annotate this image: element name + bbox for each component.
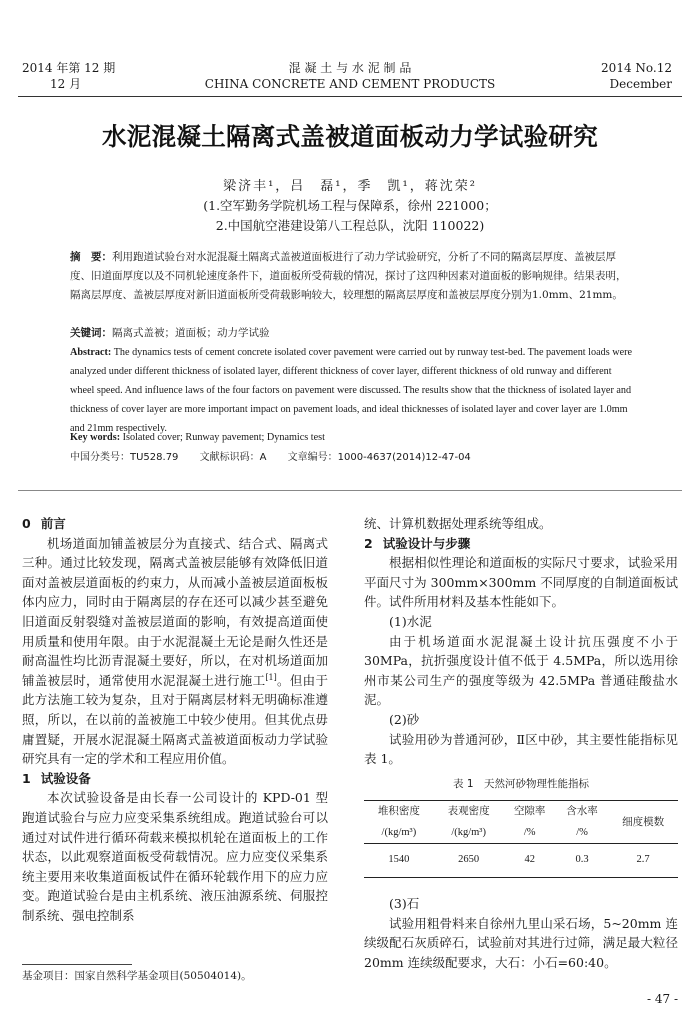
- paragraph-stone: 试验用粗骨料来自徐州九里山采石场，5~20mm 连续级配石灰质碎石，试验前对其进行过筛，满足最大粒径 20mm 连续级配要求，大石：小石=60:40。: [364, 915, 678, 970]
- paragraph-equipment-cont: 统、计算机数据处理系统等组成。: [364, 516, 552, 531]
- section-heading-0: [22, 514, 328, 534]
- body-column-right: [364, 514, 678, 972]
- section-number: 2: [364, 535, 373, 551]
- issue-info-en: [560, 60, 672, 92]
- document-code: 文献标识码：A: [199, 452, 267, 463]
- table-cell: 2.7: [608, 844, 678, 878]
- section-number: 1: [22, 770, 31, 786]
- keywords-cn: [70, 324, 632, 343]
- section-title: 试验设备: [40, 770, 91, 786]
- journal-name-en: CHINA CONCRETE AND CEMENT PRODUCTS: [204, 77, 496, 91]
- issue-month-en: December: [609, 77, 672, 91]
- table-cell: 2650: [434, 844, 504, 878]
- classification-line: [70, 448, 632, 463]
- paragraph-text: 。但由于此方法施工较为复杂，且对于隔离层材料无明确标准遵照，所以，在以前的盖被施工中较少使用。但其优点毋庸置疑，开展水泥混凝土隔离式盖被道面板动力学试验研究具有一定的学术和工程应用价值。: [22, 672, 328, 767]
- table-row: [364, 844, 678, 878]
- section-heading-2: [364, 534, 678, 554]
- paragraph-equipment: 本次试验设备是由长春一公司设计的 KPD-01 型跑道试验台与应力应变采集系统组成。跑道试验台可以通过对试件进行循环荷载来模拟机轮在道面板上的工作状态，以此观察道面板受荷载情况。应力应变仪采集系统主要用来收集道面板试件在循环轮载作用下的应力应变。跑道试验台是由主机系统、液压油源系统、伺服控制系统、强电控制系: [22, 790, 328, 923]
- paragraph-text: 机场道面加铺盖被层分为直接式、结合式、隔离式三种。通过比较发现，隔离式盖被层能够有效降低旧道面对盖被层道面板的约束力，从而减小盖被层道面板板体内应力，同时由于隔离层的存在还可以减少甚至避免旧道面反射裂缝对盖被层道面的影响，有效提高道面使用质量和使用年限。由于水泥混凝土无论是耐久性还是耐高温性均比沥青混凝土要好，所以，在对机场道面加铺盖被层时，通常使用水泥混凝土进行施工: [22, 535, 328, 688]
- affiliation-2: 2.中国航空港建设第八工程总队，沈阳 110022): [215, 218, 485, 233]
- issue-number-en: 2014 No.12: [601, 61, 672, 75]
- abstract-separator: [18, 490, 682, 491]
- abstract-cn-label: 摘 要：: [70, 251, 112, 263]
- table-1-caption: 表 1 天然河砂物理性能指标: [452, 777, 590, 790]
- keywords-en: [70, 428, 632, 447]
- abstract-en-text: The dynamics tests of cement concrete isolated cover pavement were carried out by runway test-bed. The pavement loads were analyzed under different thickness of isolated layer, different thickness of cover layer, different thickness of old runway and different wheel speed. And influence laws of the four factors on pavement were discussed. The results show that the thickness of isolated layer and thickness of cover layer are more important impact on pavement loads, and ideal thicknesses of isolated layer and cover layer are 1.0mm and 21mm respectively.: [70, 347, 633, 434]
- issue-info-cn: [22, 60, 115, 92]
- journal-name: [190, 60, 510, 92]
- abstract-en: [70, 343, 632, 438]
- table-header: 表观密度: [434, 801, 504, 823]
- funding-footnote: 基金项目：国家自然科学基金项目(50504014)。: [22, 970, 252, 982]
- keywords-cn-label: 关键词：: [70, 327, 112, 339]
- footnote-rule: [22, 964, 132, 965]
- section-title: 试验设计与步骤: [382, 535, 471, 551]
- body-column-left: [22, 514, 328, 925]
- section-title: 前言: [40, 516, 66, 531]
- table-cell: 42: [504, 844, 556, 878]
- abstract-cn: [70, 248, 632, 305]
- keywords-en-text: Isolated cover; Runway pavement; Dynamics test: [122, 432, 325, 443]
- paragraph-design: 根据相似性理论和道面板的实际尺寸要求，试验采用平面尺寸为 300mm×300mm 不同厚度的自制道面板试件。试件所用材料及基本性能如下。: [364, 555, 678, 610]
- paragraph-intro: [22, 534, 328, 769]
- issue-number-cn: 2014 年第 12 期: [22, 61, 116, 75]
- material-sand-heading: (2)砂: [389, 711, 420, 727]
- table-unit: /%: [556, 822, 608, 844]
- citation-ref: [1]: [265, 672, 277, 682]
- journal-name-cn: 混 凝 土 与 水 泥 制 品: [288, 61, 412, 75]
- article-number: 文章编号：1000-4637(2014)12-47-04: [287, 452, 471, 463]
- affiliation-1: (1.空军勤务学院机场工程与保障系，徐州 221000；: [203, 198, 497, 213]
- clc-number: 中国分类号：TU528.79: [70, 452, 179, 463]
- table-cell: 1540: [364, 844, 434, 878]
- section-number: 0: [22, 516, 31, 531]
- table-1-sand-properties: [364, 800, 678, 878]
- abstract-cn-text: 利用跑道试验台对水泥混凝土隔离式盖被道面板进行了动力学试验研究，分析了不同的隔离层厚度、盖被层厚度、旧道面厚度以及不同机轮速度条件下，道面板所受荷载的情况，探讨了这四种因素对道面板的影响规律。结果表明，隔离层厚度、盖被层厚度对新旧道面板所受荷载影响较大，较理想的隔离层厚度和盖被层厚度分别为1.0mm、21mm。: [70, 251, 627, 301]
- table-header: 空隙率: [504, 801, 556, 823]
- table-header: 堆积密度: [364, 801, 434, 823]
- paragraph-cement: 由于机场道面水泥混凝土设计抗压强度不小于 30MPa，抗折强度设计值不低于 4.5MPa，所以选用徐州市某公司生产的强度等级为 42.5MPa 普通硅酸盐水泥。: [364, 633, 678, 708]
- author-list: 梁济丰¹，吕 磊¹，季 凯¹，蒋沈荣²: [223, 179, 477, 194]
- section-heading-1: [22, 769, 328, 789]
- issue-month-cn: 12 月: [50, 77, 82, 91]
- material-stone-heading: (3)石: [389, 895, 420, 911]
- table-header: 含水率: [556, 801, 608, 823]
- material-cement-heading: (1)水泥: [389, 613, 432, 629]
- paper-title: 水泥混凝土隔离式盖被道面板动力学试验研究: [102, 122, 598, 151]
- keywords-en-label: Key words:: [70, 432, 121, 443]
- keywords-cn-text: 隔离式盖被；道面板；动力学试验: [112, 327, 270, 339]
- table-unit: /(kg/m³): [364, 822, 434, 844]
- table-unit: /%: [504, 822, 556, 844]
- table-cell: 0.3: [556, 844, 608, 878]
- paragraph-sand: 试验用砂为普通河砂，Ⅱ区中砂，其主要性能指标见表 1。: [364, 731, 678, 767]
- header-rule: [18, 96, 682, 97]
- page-number: - 47 -: [646, 992, 678, 1006]
- table-unit: /(kg/m³): [434, 822, 504, 844]
- table-header: 细度模数: [608, 801, 678, 844]
- abstract-en-label: Abstract:: [70, 347, 112, 358]
